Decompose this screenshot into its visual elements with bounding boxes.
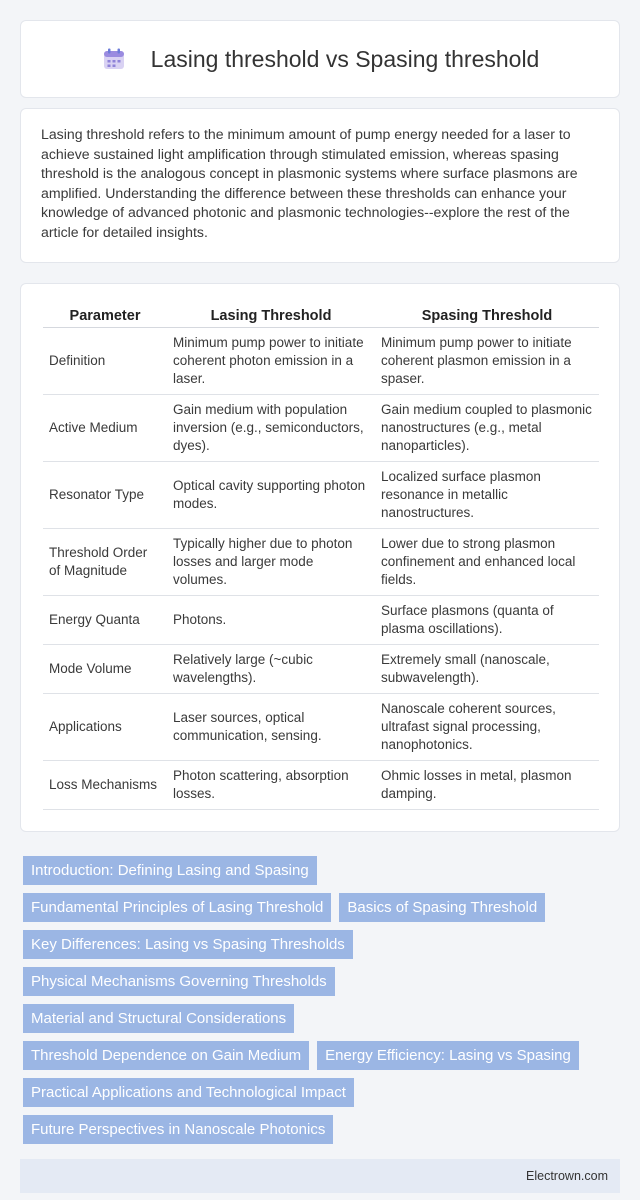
header-parameter: Parameter [43, 304, 167, 328]
topic-link-gain-medium[interactable]: Threshold Dependence on Gain Medium [23, 1041, 309, 1070]
topic-link-lasing-principles[interactable]: Fundamental Principles of Lasing Threshold [23, 893, 331, 922]
row-spasing-value: Surface plasmons (quanta of plasma oscillations). [375, 596, 599, 645]
row-spasing-value: Minimum pump power to initiate coherent plasmon emission in a spaser. [375, 328, 599, 395]
topic-link-future-perspectives[interactable]: Future Perspectives in Nanoscale Photonics [23, 1115, 333, 1144]
header-spasing: Spasing Threshold [375, 304, 599, 328]
page-title: Lasing threshold vs Spasing threshold [150, 45, 540, 72]
row-parameter: Threshold Order of Magnitude [43, 529, 167, 596]
row-parameter: Energy Quanta [43, 596, 167, 645]
row-lasing-value: Photons. [167, 596, 375, 645]
row-parameter: Definition [43, 328, 167, 395]
topic-row [23, 967, 623, 996]
table-row [43, 596, 599, 645]
header-lasing: Lasing Threshold [167, 304, 375, 328]
table-row [43, 529, 599, 596]
row-parameter: Loss Mechanisms [43, 761, 167, 810]
table-row [43, 462, 599, 529]
topic-link-introduction[interactable]: Introduction: Defining Lasing and Spasing [23, 856, 317, 885]
topic-link-physical-mechanisms[interactable]: Physical Mechanisms Governing Thresholds [23, 967, 335, 996]
row-lasing-value: Minimum pump power to initiate coherent photon emission in a laser. [167, 328, 375, 395]
row-lasing-value: Gain medium with population inversion (e.g., semiconductors, dyes). [167, 395, 375, 462]
row-spasing-value: Localized surface plasmon resonance in metallic nanostructures. [375, 462, 599, 529]
table-header-row [43, 304, 599, 328]
topic-links [23, 856, 623, 1152]
topic-row [23, 856, 623, 885]
comparison-table-card [20, 283, 620, 832]
topic-link-applications[interactable]: Practical Applications and Technological Impact [23, 1078, 354, 1107]
topic-link-spasing-basics[interactable]: Basics of Spasing Threshold [339, 893, 545, 922]
calendar-icon [101, 47, 127, 71]
table-row [43, 328, 599, 395]
topic-row [23, 1115, 623, 1144]
topic-row [23, 1004, 623, 1033]
row-spasing-value: Lower due to strong plasmon confinement and enhanced local fields. [375, 529, 599, 596]
topic-row [23, 1041, 623, 1070]
row-spasing-value: Gain medium coupled to plasmonic nanostructures (e.g., metal nanoparticles). [375, 395, 599, 462]
title-card [20, 20, 620, 98]
row-spasing-value: Ohmic losses in metal, plasmon damping. [375, 761, 599, 810]
footer-brand[interactable]: Electrown.com [526, 1169, 608, 1183]
topic-link-energy-efficiency[interactable]: Energy Efficiency: Lasing vs Spasing [317, 1041, 579, 1070]
table-row [43, 395, 599, 462]
row-parameter: Mode Volume [43, 645, 167, 694]
topic-row [23, 930, 623, 959]
table-row [43, 694, 599, 761]
row-parameter: Resonator Type [43, 462, 167, 529]
comparison-table [43, 304, 599, 810]
table-row [43, 761, 599, 810]
intro-text: Lasing threshold refers to the minimum amount of pump energy needed for a laser to achieve sustained light amplification through stimulated emission, whereas spasing threshold is the analogous concept in plasmonic systems where surface plasmons are amplified. Understanding the difference between these thresholds can enhance your knowledge of advanced photonic and plasmonic technologies--explore the rest of the article for detailed insights. [41, 126, 578, 240]
footer [20, 1159, 620, 1193]
row-lasing-value: Typically higher due to photon losses and larger mode volumes. [167, 529, 375, 596]
row-lasing-value: Laser sources, optical communication, sensing. [167, 694, 375, 761]
row-lasing-value: Optical cavity supporting photon modes. [167, 462, 375, 529]
intro-card [20, 108, 620, 263]
row-lasing-value: Photon scattering, absorption losses. [167, 761, 375, 810]
row-spasing-value: Extremely small (nanoscale, subwavelength). [375, 645, 599, 694]
row-parameter: Active Medium [43, 395, 167, 462]
row-spasing-value: Nanoscale coherent sources, ultrafast signal processing, nanophotonics. [375, 694, 599, 761]
table-row [43, 645, 599, 694]
topic-row [23, 893, 623, 922]
topic-row [23, 1078, 623, 1107]
topic-link-material-structure[interactable]: Material and Structural Considerations [23, 1004, 294, 1033]
topic-link-key-differences[interactable]: Key Differences: Lasing vs Spasing Thresholds [23, 930, 353, 959]
row-parameter: Applications [43, 694, 167, 761]
row-lasing-value: Relatively large (~cubic wavelengths). [167, 645, 375, 694]
